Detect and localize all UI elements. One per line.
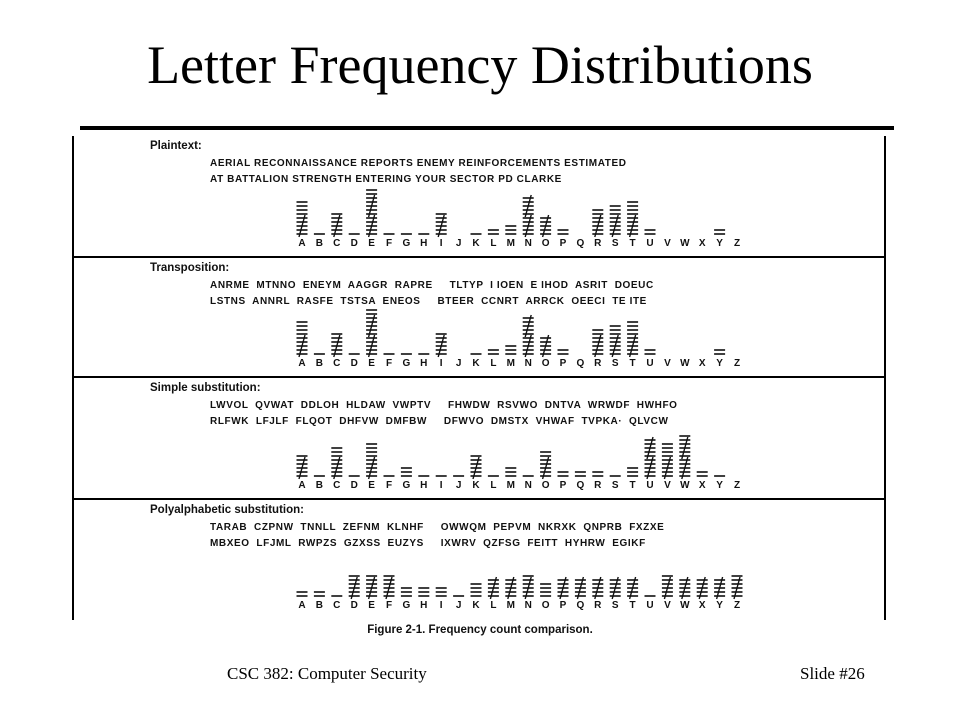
axis-letter-D: D [350,238,358,249]
tally-Y [714,230,725,234]
tally-T [627,468,638,476]
axis-letter-Q: Q [576,358,585,369]
axis-letter-C: C [333,600,341,611]
tally-N [523,576,534,599]
axis-letter-X: X [698,358,706,369]
axis-letter-C: C [333,358,341,369]
axis-letter-D: D [350,358,358,369]
tally-L [488,350,499,354]
axis-letter-Z: Z [733,600,741,611]
tally-O [540,335,551,357]
panel-label: Transposition: [150,262,230,274]
tally-U [645,230,656,234]
tally-X [697,577,708,599]
axis-letter-V: V [664,480,671,491]
axis-letter-P: P [559,358,567,369]
tally-I [436,588,447,596]
axis-letter-A: A [298,358,306,369]
tally-V [662,444,673,479]
panel-text-line: AT BATTALION STRENGTH ENTERING YOUR SECTOR PD CLARKE [210,174,562,185]
axis-letter-P: P [559,480,567,491]
axis-letter-W: W [680,600,690,611]
tally-R [592,210,603,237]
frequency-histogram [74,378,888,498]
axis-letter-Q: Q [576,480,585,491]
axis-letter-D: D [350,480,358,491]
tally-M [505,346,516,354]
panel-polyalphabetic-substitution [74,500,884,620]
footer-slide-number: Slide #26 [800,664,865,683]
axis-letter-A: A [298,600,306,611]
tally-U [645,350,656,354]
axis-letter-W: W [680,358,690,369]
axis-letter-M: M [506,480,515,491]
axis-letter-F: F [385,600,393,611]
axis-letter-O: O [541,238,550,249]
axis-letter-O: O [541,480,550,491]
axis-letter-T: T [629,358,636,369]
tally-I [436,334,447,357]
axis-letter-J: J [455,358,462,369]
axis-letter-J: J [455,600,462,611]
axis-letter-L: L [490,480,497,491]
frequency-histogram [74,500,888,618]
tally-U [645,437,656,479]
panel-text-line: LSTNS ANNRL RASFE TSTSA ENEOS BTEER CCNRT ARRCK OEECI TE ITE [210,296,647,307]
tally-L [488,577,499,599]
axis-letter-F: F [385,480,393,491]
axis-letter-S: S [611,238,619,249]
axis-letter-S: S [611,600,619,611]
axis-letter-G: G [402,480,411,491]
axis-letter-U: U [646,600,654,611]
axis-letter-X: X [698,600,706,611]
tally-K [471,584,482,596]
panel-text-line: MBXEO LFJML RWPZS GZXSS EUZYS IXWRV QZFSG FEITT HYHRW EGIKF [210,538,646,549]
slide-title: Letter Frequency Distributions [147,35,813,95]
axis-letter-R: R [594,358,602,369]
tally-H [418,588,429,596]
axis-letter-X: X [698,238,706,249]
axis-letter-N: N [524,600,532,611]
tally-W [679,436,690,479]
tally-T [627,577,638,599]
figure-caption: Figure 2-1. Frequency count comparison. [367,624,593,636]
axis-letter-N: N [524,358,532,369]
tally-D [349,576,360,599]
axis-letter-G: G [402,358,411,369]
tally-P [558,230,569,234]
tally-W [679,577,690,599]
tally-L [488,230,499,234]
axis-letter-R: R [594,480,602,491]
axis-letter-Q: Q [576,238,585,249]
tally-O [540,452,551,479]
axis-letter-H: H [420,600,428,611]
axis-letter-X: X [698,480,706,491]
axis-letter-Y: Y [716,358,723,369]
tally-Z [732,576,743,599]
tally-X [697,472,708,476]
tally-P [558,350,569,354]
axis-letter-Q: Q [576,600,585,611]
axis-letter-K: K [472,480,480,491]
tally-R [592,330,603,357]
axis-letter-M: M [506,600,515,611]
tally-K [471,456,482,479]
panel-label: Simple substitution: [150,382,261,394]
axis-letter-Z: Z [733,238,741,249]
axis-letter-S: S [611,480,619,491]
tally-P [558,577,569,599]
axis-letter-K: K [472,358,480,369]
axis-letter-L: L [490,600,497,611]
axis-letter-W: W [680,238,690,249]
axis-letter-H: H [420,238,428,249]
tally-M [505,226,516,234]
axis-letter-J: J [455,238,462,249]
tally-Y [714,350,725,354]
tally-F [384,576,395,599]
tally-A [297,592,308,596]
axis-letter-H: H [420,358,428,369]
axis-letter-G: G [402,238,411,249]
tally-G [401,468,412,476]
axis-letter-E: E [368,480,375,491]
axis-letter-E: E [368,600,375,611]
axis-letter-Y: Y [716,480,723,491]
axis-letter-B: B [315,238,324,249]
tally-E [366,310,377,357]
axis-letter-U: U [646,358,654,369]
axis-letter-N: N [524,480,532,491]
tally-E [366,576,377,599]
axis-letter-L: L [490,238,497,249]
axis-letter-V: V [664,600,671,611]
tally-R [592,577,603,599]
axis-letter-C: C [333,238,341,249]
tally-O [540,215,551,237]
axis-letter-O: O [541,600,550,611]
axis-letter-V: V [664,358,671,369]
tally-C [331,214,342,237]
axis-letter-U: U [646,238,654,249]
tally-V [662,576,673,599]
axis-letter-B: B [315,480,324,491]
tally-R [592,472,603,476]
axis-letter-I: I [439,358,443,369]
tally-M [505,468,516,476]
tally-Q [575,472,586,476]
axis-letter-A: A [298,238,306,249]
panel-text-line: TARAB CZPNW TNNLL ZEFNM KLNHF OWWQM PEPVM NKRXK QNPRB FXZXE [210,522,665,533]
axis-letter-R: R [594,600,602,611]
panel-text-line: RLFWK LFJLF FLQOT DHFVW DMFBW DFWVO DMSTX VHWAF TVPKA· QLVCW [210,416,669,427]
tally-S [610,326,621,357]
axis-letter-Z: Z [733,358,741,369]
axis-letter-I: I [439,238,443,249]
panel-label: Plaintext: [150,140,202,152]
axis-letter-I: I [439,600,443,611]
frequency-figure [72,136,886,620]
axis-letter-T: T [629,600,636,611]
axis-letter-O: O [541,358,550,369]
axis-letter-Y: Y [716,600,723,611]
tally-P [558,472,569,476]
axis-letter-J: J [455,480,462,491]
axis-letter-R: R [594,238,602,249]
axis-letter-F: F [385,238,393,249]
tally-I [436,214,447,237]
panel-transposition [74,258,884,378]
tally-T [627,322,638,357]
panel-text-line: ANRME MTNNO ENEYM AAGGR RAPRE TLTYP I IOEN E IHOD ASRIT DOEUC [210,280,654,291]
tally-C [331,334,342,357]
panel-plaintext [74,136,884,258]
axis-letter-S: S [611,358,619,369]
axis-letter-Z: Z [733,480,741,491]
tally-E [366,444,377,479]
axis-letter-M: M [506,238,515,249]
axis-letter-G: G [402,600,411,611]
tally-A [297,322,308,357]
axis-letter-B: B [315,358,324,369]
axis-letter-C: C [333,480,341,491]
axis-letter-T: T [629,480,636,491]
tally-S [610,206,621,237]
tally-A [297,202,308,237]
panel-label: Polyalphabetic substitution: [150,504,304,516]
axis-letter-I: I [439,480,443,491]
axis-letter-A: A [298,480,306,491]
tally-N [523,195,534,237]
axis-letter-H: H [420,480,428,491]
axis-letter-B: B [315,600,324,611]
tally-Q [575,577,586,599]
frequency-histogram [74,136,888,256]
axis-letter-Y: Y [716,238,723,249]
axis-letter-K: K [472,600,480,611]
axis-letter-E: E [368,358,375,369]
tally-C [331,448,342,479]
tally-O [540,584,551,596]
axis-letter-K: K [472,238,480,249]
axis-letter-U: U [646,480,654,491]
axis-letter-E: E [368,238,375,249]
axis-letter-F: F [385,358,393,369]
axis-letter-T: T [629,238,636,249]
axis-letter-L: L [490,358,497,369]
tally-N [523,315,534,357]
tally-M [505,577,516,599]
panel-text-line: LWVOL QVWAT DDLOH HLDAW VWPTV FHWDW RSVWO DNTVA WRWDF HWHFO [210,400,678,411]
axis-letter-V: V [664,238,671,249]
title-divider [80,126,894,130]
tally-S [610,577,621,599]
axis-letter-D: D [350,600,358,611]
tally-G [401,588,412,596]
tally-B [314,592,325,596]
tally-T [627,202,638,237]
axis-letter-W: W [680,480,690,491]
axis-letter-P: P [559,238,567,249]
tally-Y [714,577,725,599]
panel-simple-substitution [74,378,884,500]
axis-letter-N: N [524,238,532,249]
tally-E [366,190,377,237]
tally-A [297,456,308,479]
frequency-histogram [74,258,888,376]
footer-course: CSC 382: Computer Security [227,664,427,683]
axis-letter-M: M [506,358,515,369]
axis-letter-P: P [559,600,567,611]
panel-text-line: AERIAL RECONNAISSANCE REPORTS ENEMY REINFORCEMENTS ESTIMATED [210,158,627,169]
